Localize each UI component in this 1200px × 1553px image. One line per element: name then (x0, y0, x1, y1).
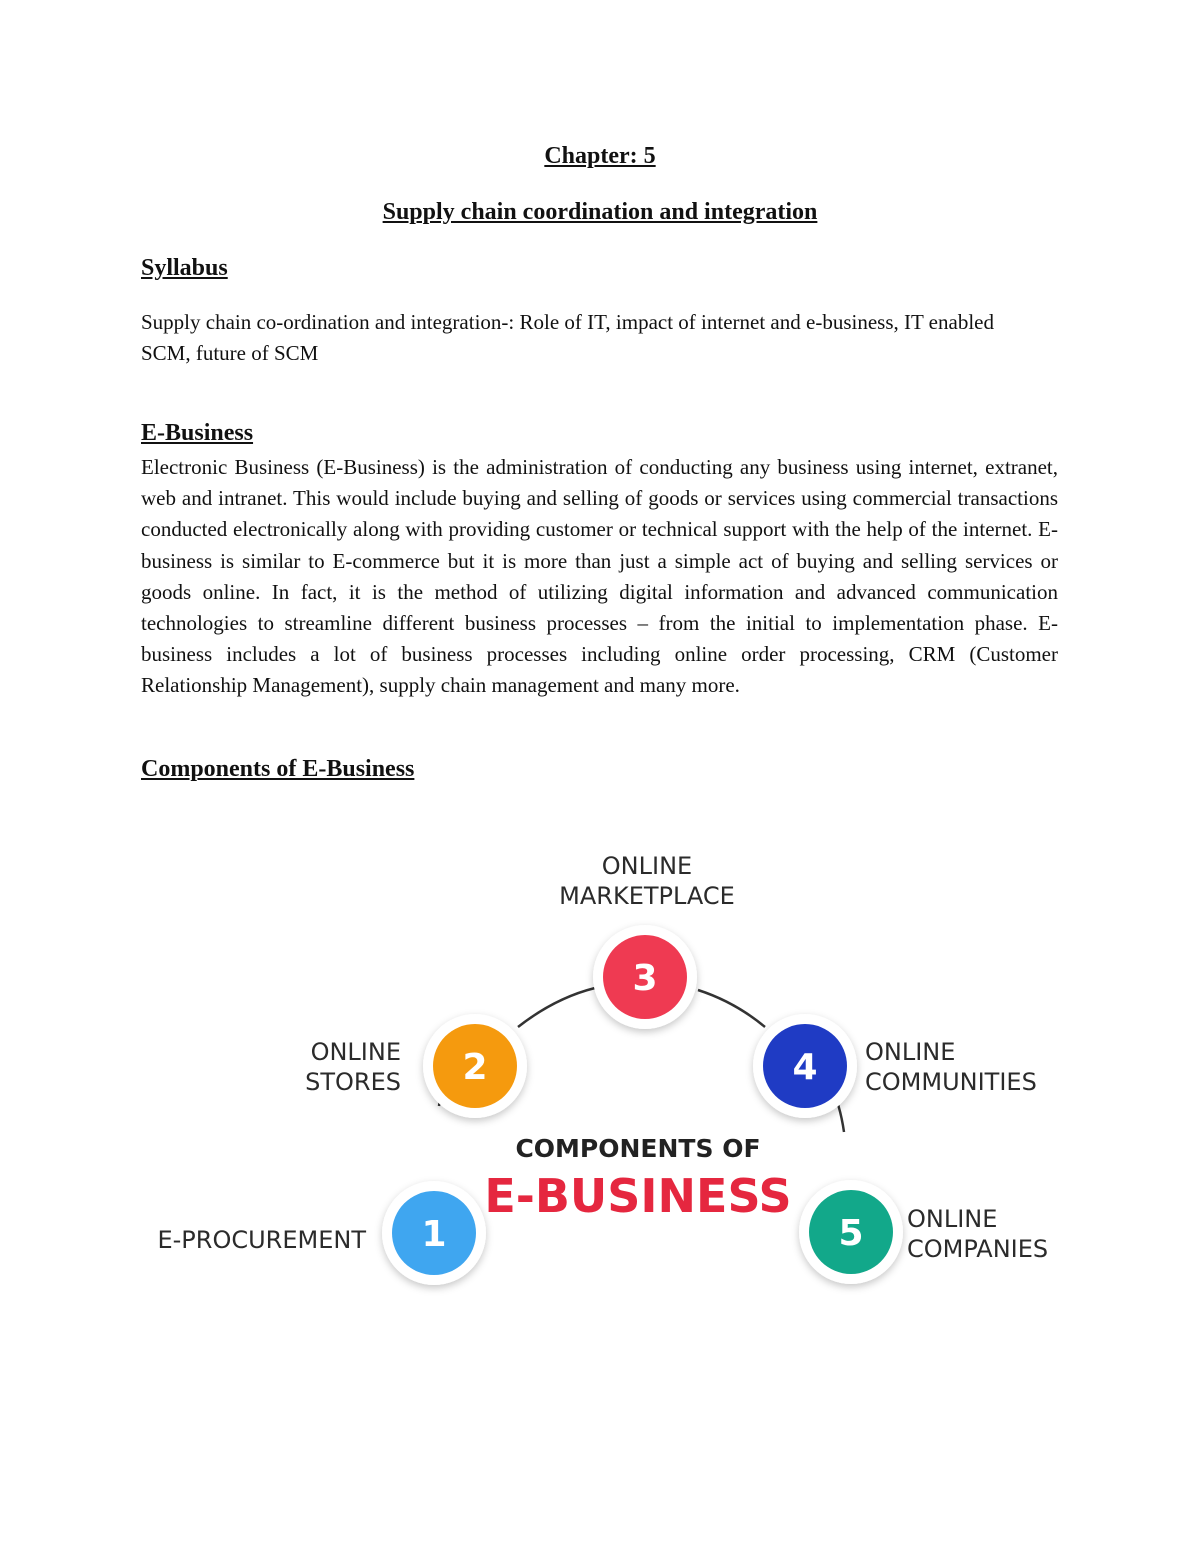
component-node-4 (753, 1014, 857, 1118)
component-number: 2 (462, 1047, 488, 1088)
diagram-center-ebusiness: E-BUSINESS (484, 1169, 792, 1223)
chapter-title: Chapter: 5 (544, 143, 656, 169)
component-node-3 (593, 925, 697, 1029)
component-label-line: COMPANIES (907, 1235, 1049, 1263)
component-label-line: MARKETPLACE (559, 882, 735, 910)
component-label-3 (559, 852, 735, 910)
diagram-center-title: COMPONENTS OF (515, 1134, 761, 1163)
component-label-line: ONLINE (907, 1205, 998, 1233)
components-diagram-svg (150, 840, 1070, 1310)
component-label-2 (305, 1038, 401, 1096)
component-label-4 (865, 1038, 1037, 1096)
ebusiness-paragraph: Electronic Business (E-Business) is the administration of conducting any business using internet, extranet, web and intranet. This would include buying and selling of goods or services using commercial transactions conducted electronically along with providing customer or technical support with the help of the internet. E-business is similar to E-commerce but it is more than just a simple act of buying and selling services or goods online. In fact, it is the method of utilizing digital information and advanced communication technologies to streamline different business processes – from the initial to implementation phase. E-business includes a lot of business processes including online order processing, CRM (Customer Relationship Management), supply chain management and many more. (141, 455, 1058, 698)
component-label-line: COMMUNITIES (865, 1068, 1037, 1096)
syllabus-text: Supply chain co-ordination and integration-: Role of IT, impact of internet and e-business, IT enabled SCM, future of SCM (141, 310, 994, 366)
connector-2-3 (518, 988, 595, 1027)
component-nodes (382, 925, 903, 1285)
components-diagram (150, 840, 1070, 1310)
chapter-subtitle: Supply chain coordination and integration (382, 199, 818, 225)
component-label-line: ONLINE (601, 852, 693, 880)
component-number: 1 (421, 1214, 447, 1255)
component-label-5 (907, 1205, 1048, 1263)
component-label-line: ONLINE (865, 1038, 956, 1066)
component-number: 5 (838, 1213, 864, 1254)
component-label-line: STORES (305, 1068, 401, 1096)
components-heading: Components of E-Business (141, 756, 415, 782)
component-number: 3 (632, 958, 658, 999)
connector-3-4 (698, 990, 765, 1027)
component-node-2 (423, 1014, 527, 1118)
syllabus-heading: Syllabus (141, 255, 228, 281)
component-number: 4 (792, 1047, 818, 1088)
ebusiness-heading: E-Business (141, 420, 254, 446)
component-label-line: ONLINE (310, 1038, 401, 1066)
component-node-5 (799, 1180, 903, 1284)
component-label-line: E-PROCUREMENT (157, 1226, 366, 1254)
component-node-1 (382, 1181, 486, 1285)
component-label-1 (157, 1226, 366, 1254)
